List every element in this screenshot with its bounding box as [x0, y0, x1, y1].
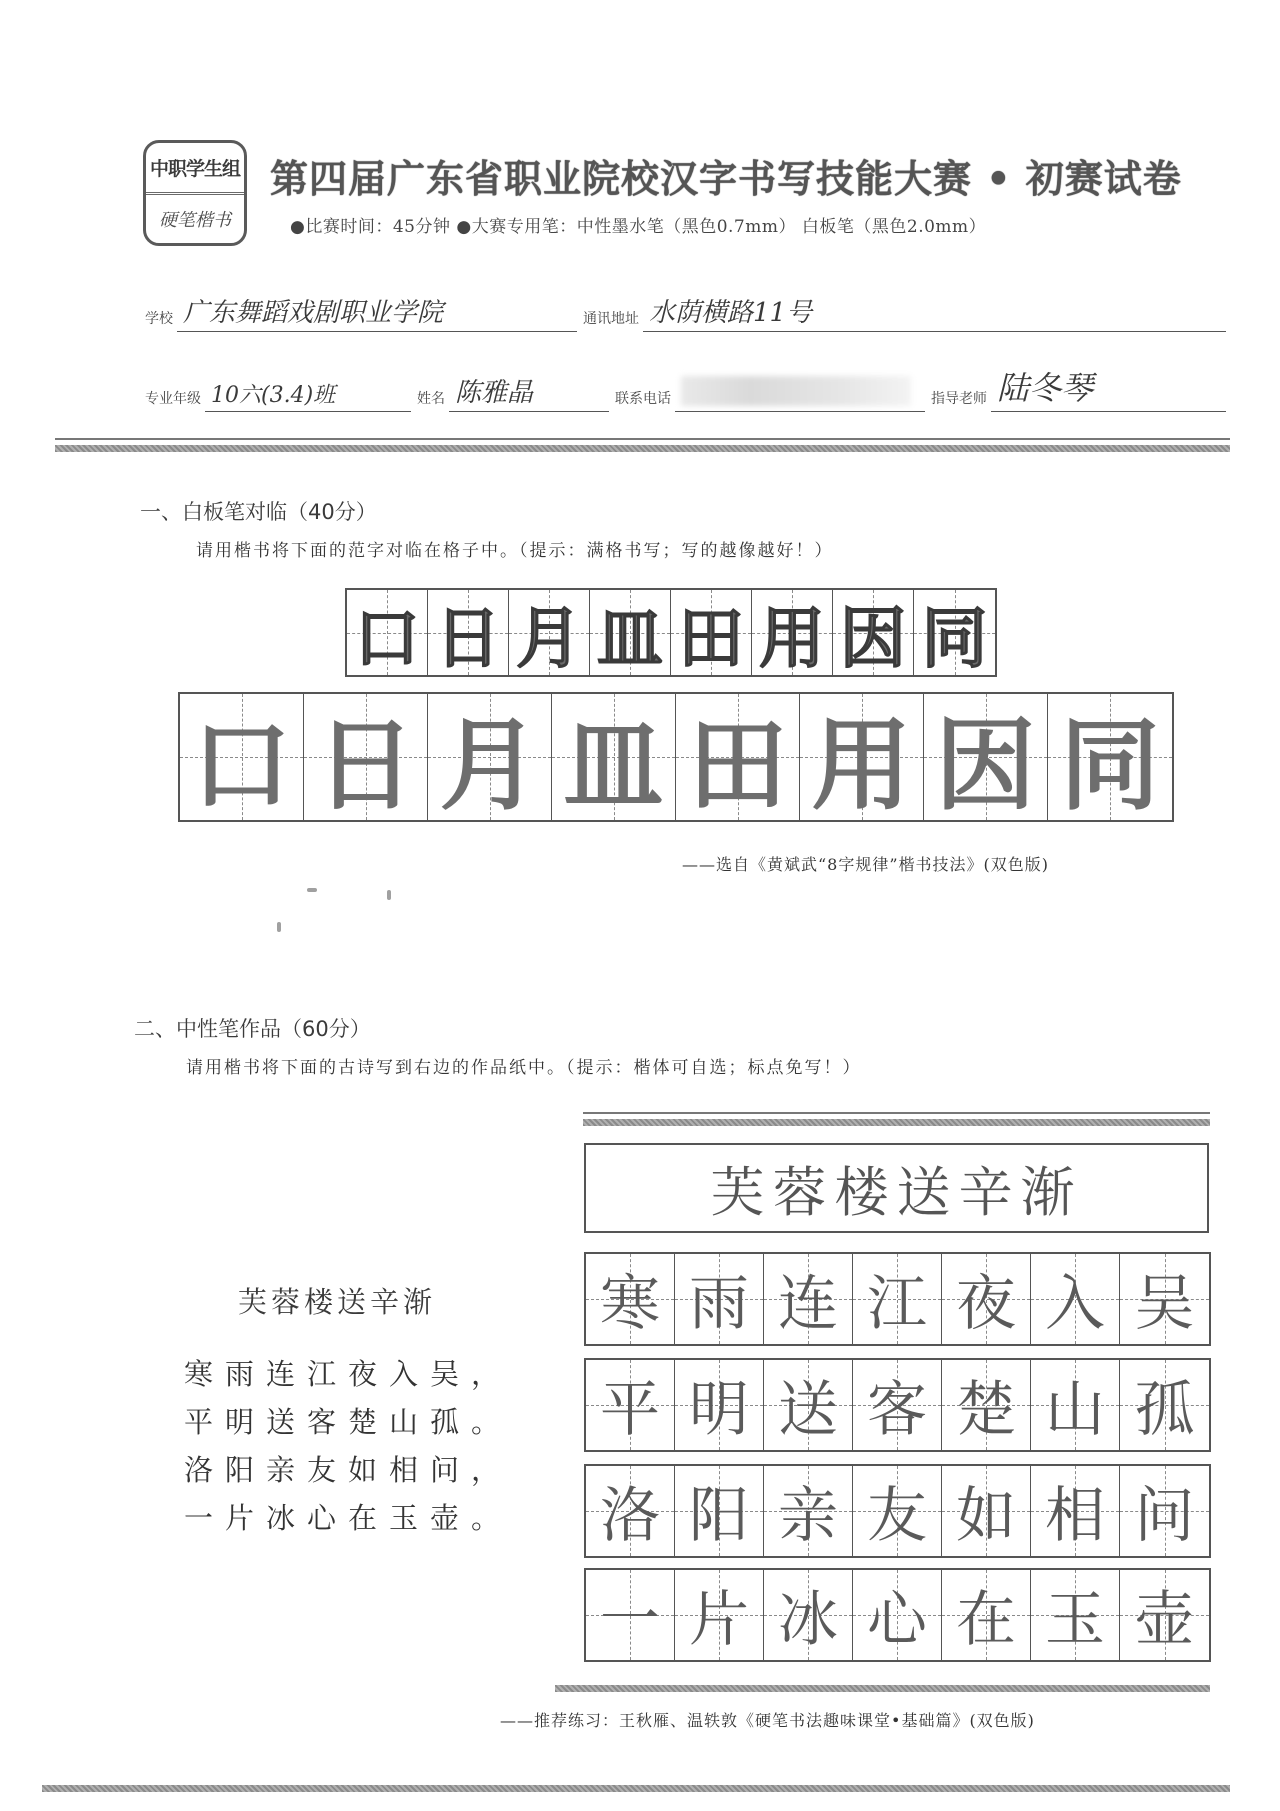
handwritten-char: 楚: [956, 1375, 1016, 1445]
model-cell: [347, 590, 428, 675]
class-label: 专业年级: [145, 391, 201, 407]
model-cell: [752, 590, 833, 675]
address-field[interactable]: 水荫横路11号: [643, 292, 1226, 332]
model-char: 日: [435, 599, 501, 677]
model-char: 皿: [597, 599, 663, 677]
teacher-label: 指导老师: [931, 391, 987, 407]
work-cell[interactable]: [942, 1570, 1031, 1660]
model-cell: [590, 590, 671, 675]
section1-heading: 一、白板笔对临（40分）: [140, 500, 377, 524]
handwritten-char: 雨: [689, 1269, 749, 1339]
handwritten-char: 皿: [563, 707, 664, 824]
handwritten-char: 江: [867, 1269, 927, 1339]
scan-speck: [277, 922, 281, 932]
work-cell[interactable]: [1120, 1254, 1209, 1344]
work-cell[interactable]: [586, 1466, 675, 1556]
model-char: 因: [840, 599, 906, 677]
handwritten-char: 夜: [956, 1269, 1016, 1339]
handwritten-char: 如: [956, 1481, 1016, 1551]
model-character-grid: [345, 588, 997, 677]
handwritten-char: 送: [778, 1375, 838, 1445]
work-cell[interactable]: [853, 1254, 942, 1344]
work-cell[interactable]: [942, 1254, 1031, 1344]
work-title-box[interactable]: 芙蓉楼送辛渐: [584, 1143, 1209, 1233]
poem-line: 平明送客楚山孤。: [184, 1405, 513, 1439]
handwritten-char: 入: [1045, 1269, 1105, 1339]
address-label: 通讯地址: [583, 311, 639, 327]
category-badge: [143, 140, 247, 246]
model-char: 用: [759, 599, 825, 677]
work-cell[interactable]: [675, 1360, 764, 1450]
section2-heading: 二、中性笔作品（60分）: [134, 1017, 371, 1041]
work-cell[interactable]: [853, 1360, 942, 1450]
poem-line: 一片冰心在玉壶。: [184, 1501, 513, 1535]
work-cell[interactable]: [586, 1254, 675, 1344]
class-field[interactable]: 10六(3.4)班: [205, 372, 411, 412]
work-cell[interactable]: [853, 1570, 942, 1660]
scan-speck: [307, 888, 317, 892]
model-cell: [671, 590, 752, 675]
work-cell[interactable]: [853, 1466, 942, 1556]
work-cell[interactable]: [1120, 1466, 1209, 1556]
work-grid-row-4: [584, 1568, 1211, 1662]
exam-subtitle: ●比赛时间：45分钟 ●大赛专用笔：中性墨水笔（黑色0.7mm） 白板笔（黑色2.0mm）: [290, 217, 987, 237]
work-cell[interactable]: [1031, 1570, 1120, 1660]
work-cell[interactable]: [1120, 1570, 1209, 1660]
handwritten-char: 同: [1060, 707, 1160, 824]
section1-instruction: 请用楷书将下面的范字对临在格子中。（提示：满格书写；写的越像越好！）: [196, 541, 834, 561]
model-cell: [509, 590, 590, 675]
handwritten-char: 山: [1045, 1375, 1105, 1445]
handwritten-char: 口: [191, 707, 292, 824]
name-field[interactable]: 陈雅晶: [449, 372, 609, 412]
handwritten-char: 友: [867, 1481, 927, 1551]
handwritten-char: 因: [935, 707, 1036, 824]
handwritten-char: 明: [689, 1375, 749, 1445]
handwritten-char: 在: [956, 1585, 1016, 1655]
handwritten-char: 寒: [600, 1269, 660, 1339]
handwritten-char: 亲: [778, 1481, 838, 1551]
practice-cell[interactable]: [800, 694, 924, 824]
school-field[interactable]: 广东舞蹈戏剧职业学院: [177, 292, 577, 332]
handwritten-char: 洛: [600, 1481, 660, 1551]
work-cell[interactable]: [942, 1466, 1031, 1556]
model-char: 月: [516, 599, 582, 677]
badge-style-label: 硬笔楷书: [159, 210, 231, 231]
info-row-student: [145, 369, 1232, 412]
handwritten-char: 连: [778, 1269, 838, 1339]
teacher-field[interactable]: 陆冬琴: [991, 372, 1226, 412]
exam-title: 第四届广东省职业院校汉字书写技能大赛 • 初赛试卷: [270, 157, 1182, 201]
handwritten-char: 阳: [689, 1481, 749, 1551]
practice-cell[interactable]: [428, 694, 552, 824]
work-cell[interactable]: [586, 1570, 675, 1660]
work-cell[interactable]: [1120, 1360, 1209, 1450]
section2-instruction: 请用楷书将下面的古诗写到右边的作品纸中。（提示：楷体可自选；标点免写！）: [186, 1058, 862, 1078]
practice-character-grid: [178, 692, 1174, 822]
practice-cell[interactable]: [1048, 694, 1172, 824]
handwritten-char: 壶: [1134, 1585, 1195, 1655]
model-char: 田: [678, 599, 744, 677]
handwritten-char: 冰: [778, 1585, 838, 1655]
work-grid-row-2: [584, 1358, 1211, 1452]
work-cell[interactable]: [764, 1254, 853, 1344]
footer-divider: [42, 1780, 1230, 1794]
practice-cell[interactable]: [924, 694, 1048, 824]
model-char: 同: [921, 599, 988, 677]
work-cell[interactable]: [1031, 1360, 1120, 1450]
contact-field[interactable]: [675, 372, 925, 412]
contact-label: 联系电话: [615, 391, 671, 407]
poem-title: 芙蓉楼送辛渐: [238, 1285, 437, 1319]
model-char: 口: [354, 599, 420, 677]
practice-cell[interactable]: [180, 694, 304, 824]
poem-line: 洛阳亲友如相问，: [184, 1453, 513, 1487]
handwritten-char: 月: [439, 707, 540, 824]
handwritten-char: 平: [600, 1375, 660, 1445]
name-label: 姓名: [417, 391, 445, 407]
work-paper-top-rule: [583, 1112, 1210, 1126]
model-cell: [914, 590, 995, 675]
work-cell[interactable]: [675, 1254, 764, 1344]
handwritten-char: 相: [1045, 1481, 1105, 1551]
work-cell[interactable]: [764, 1360, 853, 1450]
handwritten-char: 片: [689, 1585, 749, 1655]
badge-group-label: 中职学生组: [146, 143, 244, 195]
work-cell[interactable]: [1031, 1254, 1120, 1344]
work-cell[interactable]: [764, 1570, 853, 1660]
poem-line: 寒雨连江夜入吴，: [184, 1357, 513, 1391]
work-grid-row-1: [584, 1252, 1211, 1346]
practice-cell[interactable]: [552, 694, 676, 824]
header-divider: [55, 438, 1230, 452]
handwritten-char: 一: [600, 1585, 660, 1655]
handwritten-char: 日: [315, 707, 416, 824]
handwritten-char: 田: [687, 707, 788, 824]
handwritten-char: 心: [867, 1585, 927, 1655]
practice-cell[interactable]: [304, 694, 428, 824]
work-grid-row-3: [584, 1464, 1211, 1558]
handwritten-char: 问: [1134, 1481, 1195, 1551]
work-cell[interactable]: [942, 1360, 1031, 1450]
model-cell: [833, 590, 914, 675]
handwritten-char: 客: [867, 1375, 927, 1445]
practice-cell[interactable]: [676, 694, 800, 824]
handwritten-char: 玉: [1045, 1585, 1105, 1655]
handwritten-char: 用: [811, 707, 912, 824]
info-row-school: [145, 292, 1232, 332]
work-cell[interactable]: [675, 1466, 764, 1556]
work-cell[interactable]: [586, 1360, 675, 1450]
handwritten-char: 孤: [1134, 1375, 1195, 1445]
redacted-contact: [681, 376, 911, 406]
handwritten-char: 吴: [1134, 1269, 1195, 1339]
section1-source: ——选自《黄斌武“8字规律”楷书技法》(双色版): [682, 855, 1050, 874]
work-cell[interactable]: [675, 1570, 764, 1660]
work-cell[interactable]: [764, 1466, 853, 1556]
scan-speck: [387, 890, 391, 900]
school-label: 学校: [145, 311, 173, 327]
recommended-practice: ——推荐练习：王秋雁、温轶敦《硬笔书法趣味课堂•基础篇》(双色版): [500, 1711, 1035, 1730]
work-cell[interactable]: [1031, 1466, 1120, 1556]
model-cell: [428, 590, 509, 675]
work-paper-bottom-rule: [555, 1680, 1210, 1694]
